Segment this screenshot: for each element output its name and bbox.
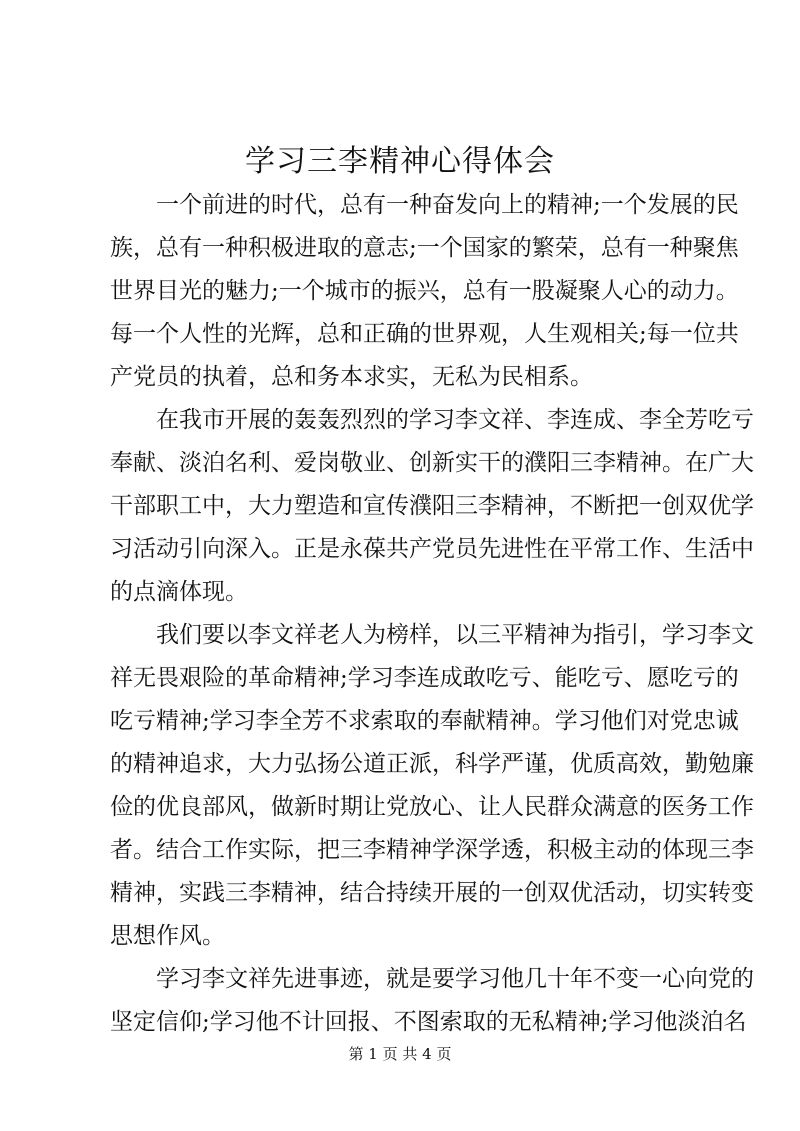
paragraph-line: 俭的优良部风，做新时期让党放心、让人民群众满意的医务工作 <box>110 794 754 820</box>
document-body <box>110 184 754 1044</box>
page-number-footer: 第 1 页 共 4 页 <box>348 1045 452 1063</box>
paragraph-line: 习活动引向深入。正是永葆共产党员先进性在平常工作、生活中 <box>110 536 754 562</box>
paragraph-line: 每一个人性的光辉，总和正确的世界观，人生观相关;每一位共 <box>110 321 739 347</box>
paragraph-line: 的点滴体现。 <box>110 579 248 605</box>
paragraph-line: 在我市开展的轰轰烈烈的学习李文祥、李连成、李全芳吃亏 <box>156 407 754 433</box>
paragraph-2 <box>110 399 754 614</box>
paragraph-line: 吃亏精神;学习李全芳不求索取的奉献精神。学习他们对党忠诚 <box>110 708 739 734</box>
paragraph-line: 者。结合工作实际，把三李精神学深学透，积极主动的体现三李 <box>110 837 754 863</box>
paragraph-line: 世界目光的魅力;一个城市的振兴，总有一股凝聚人心的动力。 <box>110 278 739 304</box>
paragraph-line: 一个前进的时代，总有一种奋发向上的精神;一个发展的民 <box>156 192 739 218</box>
paragraph-4 <box>110 958 754 1044</box>
paragraph-line: 产党员的执着，总和务本求实，无私为民相系。 <box>110 364 593 390</box>
paragraph-line: 的精神追求，大力弘扬公道正派，科学严谨，优质高效，勤勉廉 <box>110 751 754 777</box>
document-title: 学习三李精神心得体会 <box>245 144 555 179</box>
paragraph-line: 祥无畏艰险的革命精神;学习李连成敢吃亏、能吃亏、愿吃亏的 <box>110 665 739 691</box>
paragraph-line: 族，总有一种积极进取的意志;一个国家的繁荣，总有一种聚焦 <box>110 235 739 261</box>
paragraph-line: 精神，实践三李精神，结合持续开展的一创双优活动，切实转变 <box>110 880 754 906</box>
paragraph-line: 干部职工中，大力塑造和宣传濮阳三李精神，不断把一创双优学 <box>110 493 754 519</box>
paragraph-3 <box>110 614 754 958</box>
paragraph-line: 奉献、淡泊名利、爱岗敬业、创新实干的濮阳三李精神。在广大 <box>110 450 754 476</box>
paragraph-1 <box>110 184 739 399</box>
paragraph-line: 学习李文祥先进事迹，就是要学习他几十年不变一心向党的 <box>156 966 754 992</box>
paragraph-line: 我们要以李文祥老人为榜样，以三平精神为指引，学习李文 <box>156 622 754 648</box>
paragraph-line: 坚定信仰;学习他不计回报、不图索取的无私精神;学习他淡泊名 <box>110 1009 747 1035</box>
paragraph-line: 思想作风。 <box>110 923 225 949</box>
